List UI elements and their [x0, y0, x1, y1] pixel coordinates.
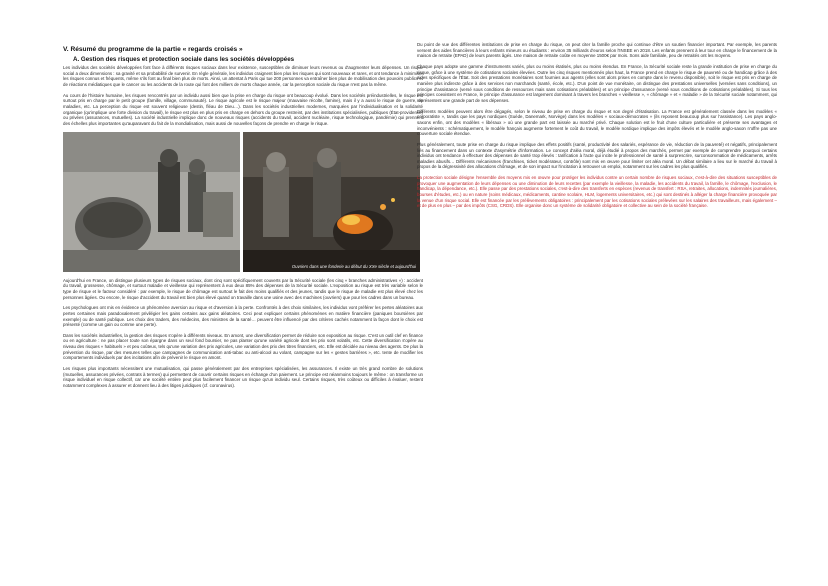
paragraph-aversion-risque: Les psychologues ont mis en évidence un phénomène aversion au risque et d'aversion à la perte. Confrontés à des choix similaires, les individus vont préférer les pertes aléatoires aux pertes certaines mais paradoxalement privilégier les gains certains aux gains aléatoires. Ceci peut expliquer certains phénomènes en matière financière (paniques boursières par exemple) ou de santé publique. Les choix des traders, des médecins, des ministres de la santé… peuvent être influencé par des critères cachés notamment la façon dont le choix est présenté (comme un gain ou comme une perte).	[63, 305, 423, 328]
paragraph-alea-moral: Plus généralement, toute prise en charge du risque implique des effets positifs (santé, productivité des salariés, espérance de vie, réduction de la pauvreté) et négatifs, principalement liés au financement dans un contexte d'asymétrie d'information. Le concept d'aléa moral, déjà étudié à propos des marchés, permet par exemple de comprendre pourquoi certains individus ont tendance à effectuer des dépenses de santé trop élevés : tarification à l'acte qui incite le professionnel de santé à surprescrire, surconsommation de médicaments, arrêts maladies abusifs… Différents mécanismes (franchises, ticket modérateur, contrôle) sont mis en œuvre pour limiter cet aléa moral. Un débat similaire a lieu sur le marché du travail à propos de la dégressivité des allocations chômage, et de son impact sur l'incitation à retrouver un emploi, notamment sur les cadres les plus qualifiés.	[417, 141, 777, 170]
modern-foundry-photo	[243, 132, 420, 272]
paragraph-risques-sociaux: Les individus des sociétés développées font face à différents risques sociaux dans leur existence, susceptibles de diminuer leurs revenus ou d'augmenter leurs dépenses. Un risque social a deux dimensions : sa gravité et sa probabilité de survenir. En règle générale, les individus craignent bien plus les risques qui sont nouveaux et rares, et ont tendance à minimiser les risques connus et fréquents, même s'ils font au final bien plus de morts. Ainsi, un attentat à Paris qui tue 200 personnes va entraîner bien plus de mobilisation des pouvoirs publics et de réactions médiatiques que le cancer ou les accidents de la route qui font des milliers de morts chaque année, car la perception sociale du risque n'est pas la même.	[63, 65, 423, 87]
modern-foundry-illustration	[243, 132, 420, 272]
paragraph-modeles: Différents modèles peuvent alors être dégagés, selon le niveau de prise en charge du risque et son degré d'étatisation. La France est généralement classée dans les modèles « corporatiste », tandis que les pays nordiques (Suède, Danemark, Norvège) dans les modèles « sociaux-démocrates » (ils reposent beaucoup plus sur l'assistance). Les pays anglo-saxons enfin, ont des modèles « libéraux » où une grande part est laissée au marché privé. Chaque solution est le fruit d'une culture particulière et présente ses avantages et inconvénients : schématiquement, le modèle français augmente fortement le coût du travail, le modèle nordique implique des impôts élevés et le modèle anglo-saxon n'offre pas une couverture sociale étendue.	[417, 108, 777, 137]
right-column	[417, 42, 777, 214]
section-subtitle: A. Gestion des risques et protection sociale dans les sociétés développées	[73, 56, 295, 63]
historic-foundry-illustration	[63, 132, 240, 272]
left-column	[63, 46, 423, 394]
paragraph-definition-protection-sociale: La protection sociale désigne l'ensemble des moyens mis en œuvre pour protéger les individus contre un certain nombre de risques sociaux, c'est-à-dire des situations susceptibles de provoquer une augmentation de leurs dépenses ou une diminution de leurs recettes (par exemple la vieillesse, la maladie, les accidents du travail, la famille, le chômage, l'exclusion, le handicap, la dépendance, etc.). Elle passe par des prestations sociales, c'est-à-dire des transferts en espèces (revenus de transfert : RSA, retraites, allocations, indemnités journalières, bourses d'études, etc.) ou en nature (soins médicaux, médicaments, cantine scolaire, HLM, logements universitaires, etc.) qui sont destinés à alléger la charge financière provoquée par la venue d'un risque social. Elle est financée par les prélèvements obligatoires : principalement par les cotisations sociales prélevées sur les salaires des travailleurs, mais également – et de plus en plus – par des impôts (CSG, CRDS). Elle organise donc un système de solidarité obligatoire et collective au sein de la société française.	[417, 175, 777, 209]
paragraph-securite-sociale-france: Chaque pays adopte une gamme d'instruments variés, plus ou moins étatisés, plus ou moins étendus. En France, la Sécurité sociale reste la grande institution de prise en charge du risque, grâce à une système de cotisations sociales élevées. Outre les cinq risques mentionnés plus haut, la France prend en charge le risque de pauvreté ou de handicap grâce à des aides spécifiques de l'État. Soit des prestations monétaires sont fournies aux agents (elles sont alors prises en compte dans le revenu disponible), soit le risque est pris en charge de manière plus indirecte grâce à des services non marchands (santé, école, etc.). D'un point de vue monétaire, on distingue des prestations universelles (versées sans conditions), un principe d'assistance (versé sous conditions de ressources mais sans cotisations préalables) et un principe d'assurance (versé sous conditions de cotisations préalables). Si tous les principes coexistent en France, le principe d'assurance est largement dominant à travers les branches « vieillesse », « chômage » et « maladie » de la Sécurité sociale notamment, qui représentent une grande part de ses dépenses.	[417, 63, 777, 103]
paragraph-mutualisation: Les risques plus importants nécessitent une mutualisation, qui passe généralement par des entreprises spécialisées, les assurances. Il existe un très grand nombre de solutions (mutuelles, assurances privées, contrats à termes) qui permettent de couvrir certains risques en échange d'un paiement. Le principe est néanmoins toujours le même : on transforme un risque individuel en risque collectif, car une société entière peut plus facilement financer un risque qu'un individu seul. Certains risques, très coûteux ou difficiles à évaluer, restent notamment complexes à assurer et donnent lieu à des litiges juridiques (cf. coronavirus).	[63, 366, 423, 389]
section-title: V. Résumé du programme de la partie « regards croisés »	[63, 46, 243, 53]
paragraph-securite-sociale: Aujourd'hui en France, on distingue plusieurs types de risques sociaux, dont cinq sont spécifiquement couverts par la Sécurité sociale (les cinq « branches administratives ») : accident du travail, grossesse, chômage, et surtout maladie et vieillesse qui représentent à eux deux 85% des dépenses de la Sécurité sociale. L'exposition au risque est très variable selon le type de risque et le facteur considéré : par exemple, le risque de chômage est surtout le fait des moins qualifiés et des jeunes, tandis que le risque de maladie est plus élevé chez les personnes âgées. Ou encore, le risque d'accident du travail est bien plus élevé quand on travaille dans une usine avec des machines (ouvriers) que pour les cadres dans un bureau.	[63, 277, 423, 300]
paragraph-diversification: Dans les sociétés industrielles, la gestion des risques s'opère à différents niveaux. En amont, une diversification permet de réduire son exposition au risque. C'est un outil clef en finance ou en agriculture : ne pas placer toute son épargne dans un seul fond boursier, ne pas planter qu'une variété agricole dont les prix sont volatils, etc. Cette diversification s'opère au niveau des risques « habituels » et peu coûteux, tels qu'une variation des prix agricoles, une variation des prix des titres financiers, etc. Elle est décidée au niveau des agents. De plus la prévention du risque, par des mesures telles que campagnes de communication anti-tabac ou anti-alcool au volant, campagne sur les « gestes barrières », etc. tente de modifier les comportements individuels par des incitations afin de prévenir le risque en amont.	[63, 332, 423, 361]
foundry-workers-photo	[63, 132, 420, 272]
paragraph-histoire-risque: Au cours de l'histoire humaine, les risques rencontrés par un individu aussi bien que la prise en charge du risque ont beaucoup évolué. Dans les sociétés préindustrielles, le risque est surtout pris en charge par le petit groupe (famille, village, communauté). Le risque agricole est le risque majeur (mauvaise récolte, famine), mais il y a aussi le risque de guerre, de maladies, etc. La perception du risque est souvent religieuse (destin, fléau de Dieu…). Dans les sociétés industrielles modernes, marquées par l'individualisation et la solidarité organique (qu'implique une forte division du travail), le risque est plus en plus pris en charge en dehors du groupe restreint, par des institutions spécialisées, publiques (État-providence) ou privées (assurances, mutuelles). La société industrielle implique donc de nouveaux risques (accidents du travail, accident nucléaire, risque technologique, pandémie) qui prennent des échelles plus importantes qu'auparavant du fait de la mondialisation, mais aussi de nouvelles façons de prendre en charge le risque.	[63, 92, 423, 126]
photo-caption: Ouvriers dans une fonderie au début du XXe siècle et aujourd'hui	[291, 263, 416, 269]
paragraph-institutions: Du point de vue des différentes institutions de prise en charge du risque, on peut citer la famille proche qui continue d'être un soutien financier important. Par exemple, les parents versent des aides financières à leurs enfants mineurs ou étudiants : environ 35 milliards d'euros selon l'INSEE en 2018. Les enfants prennent à leur tour en charge le financement de la maison de retraite (EPAD) de leurs parents âgés. Une maison de retraite coûte en moyenne 1500€ par mois. Sons aide familiale, peu de retraités ont les moyens.	[417, 42, 777, 59]
historic-foundry-photo	[63, 132, 240, 272]
